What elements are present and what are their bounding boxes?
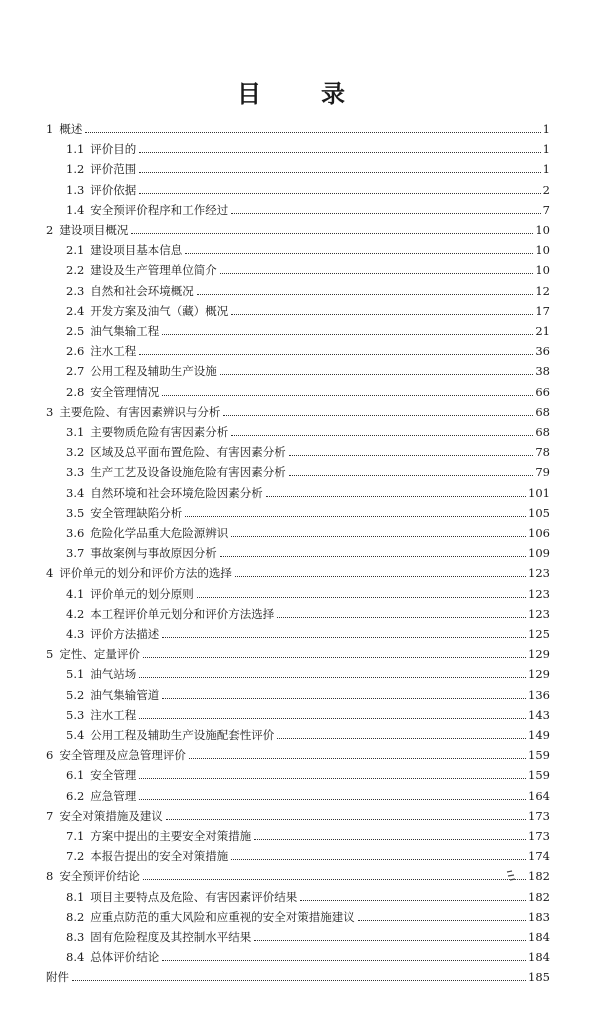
toc-leader-dots [197,294,534,295]
toc-entry-text: 注水工程 [90,707,137,722]
toc-section-row[interactable] [66,486,550,500]
toc-entry-number: 2.7 [66,364,85,379]
toc-page-number: 125 [528,627,550,641]
toc-entry-label [66,203,231,217]
toc-page-number: 182 [528,889,550,904]
toc-entry-label [66,162,139,176]
toc-leader-dots [277,617,526,618]
toc-chapter-row[interactable] [46,223,550,237]
toc-entry-label [46,647,143,661]
toc-entry-label [66,789,139,803]
toc-entry-number: 5.3 [66,707,85,722]
toc-entry-text: 附件 [46,970,69,985]
toc-entry-number: 6.2 [66,788,85,803]
toc-chapter-row[interactable] [46,809,550,823]
toc-entry-text: 注水工程 [90,344,137,359]
toc-entry-text: 本报告提出的安全对策措施 [90,849,229,864]
toc-page-number: 106 [528,526,550,540]
toc-entry-text: 开发方案及油气（藏）概况 [90,303,229,318]
toc-entry-text: 安全预评价结论 [59,869,140,884]
toc-entry-number: 5.4 [66,728,85,742]
toc-entry-label [66,627,162,641]
handwritten-mark-icon [505,868,519,882]
toc-entry-text: 危险化学品重大危险源辨识 [90,526,229,540]
toc-section-row[interactable] [66,587,550,601]
toc-page-number: 78 [535,445,550,460]
toc-entry-number: 1.2 [66,162,85,177]
toc-leader-dots [231,314,533,315]
toc-entry-label [66,425,231,439]
toc-entry-text: 评价单元的划分和评价方法的选择 [59,566,232,581]
toc-entry-text: 安全对策措施及建议 [59,808,163,823]
toc-entry-number: 3.3 [66,465,85,480]
toc-entry-label [66,930,254,944]
toc-leader-dots [220,556,526,557]
toc-leader-dots [289,475,534,476]
toc-entry-label [66,849,231,863]
toc-leader-dots [185,253,533,254]
toc-entry-text: 主要物质危险有害因素分析 [90,425,229,439]
toc-page-number: 174 [528,849,550,864]
toc-page-number: 10 [535,223,550,237]
toc-entry-number: 8 [46,869,54,884]
toc-leader-dots [143,879,526,880]
toc-section-row[interactable] [66,142,550,156]
toc-entry-text: 安全管理 [90,768,137,783]
toc-entry-label [66,385,162,399]
toc-leader-dots [220,273,534,274]
toc-section-row[interactable] [66,950,550,964]
toc-page-number: 173 [528,829,550,843]
toc-leader-dots [162,395,533,396]
toc-entry-number: 3.1 [66,425,85,439]
toc-entry-label [66,708,139,722]
toc-leader-dots [139,172,540,173]
toc-entry-number: 8.2 [66,909,85,924]
toc-entry-number: 1.1 [66,142,85,157]
toc-entry-label [66,910,358,924]
toc-page-number: 184 [528,930,550,944]
toc-entry-text: 生产工艺及设备设施危险有害因素分析 [90,465,286,480]
toc-section-row[interactable] [66,344,550,358]
toc-leader-dots [231,859,526,860]
toc-entry-label [66,546,220,560]
toc-page-number: 68 [535,425,550,439]
toc-page-number: 101 [528,485,550,500]
toc-section-row[interactable] [66,425,550,439]
toc-entry-label [46,869,143,883]
toc-entry-number: 2.2 [66,263,85,278]
toc-leader-dots [197,597,526,598]
page-title: 目 录 [237,79,363,108]
toc-entry-number: 8.1 [66,889,85,904]
toc-page-number: 105 [528,505,550,520]
toc-leader-dots [254,940,526,941]
toc-chapter-row[interactable] [46,748,550,762]
toc-leader-dots [220,374,534,375]
toc-leader-dots [235,576,526,577]
toc-leader-dots [189,758,526,759]
toc-entry-text: 自然和社会环境概况 [90,283,194,298]
toc-page-number: 1 [542,122,550,136]
toc-entry-label [66,829,254,843]
toc-entry-text: 安全管理情况 [90,384,160,399]
toc-entry-number: 3.2 [66,445,85,460]
toc-page-number: 129 [528,647,550,662]
toc-leader-dots [139,193,540,194]
toc-entry-label [66,890,300,904]
toc-leader-dots [139,677,526,678]
toc-section-row[interactable] [66,284,550,298]
toc-entry-number: 1.3 [66,182,85,197]
toc-page-number: 66 [535,384,550,399]
toc-entry-text: 应急管理 [90,788,137,803]
toc-leader-dots [358,920,526,921]
toc-entry-text: 固有危险程度及其控制水平结果 [90,930,252,944]
toc-section-row[interactable] [66,910,550,924]
toc-chapter-row[interactable] [46,566,550,580]
toc-entry-number: 1.4 [66,202,85,217]
toc-entry-text: 主要危险、有害因素辨识与分析 [59,404,221,419]
toc-section-row[interactable] [66,385,550,399]
toc-leader-dots [131,233,533,234]
toc-page-number: 1 [542,142,550,157]
toc-entry-text: 安全管理及应急管理评价 [59,748,186,763]
toc-entry-text: 公用工程及辅助生产设施配套性评价 [90,728,275,742]
toc-entry-number: 2.6 [66,344,85,359]
toc-entry-label [66,364,220,378]
toc-entry-number: 2.8 [66,384,85,399]
toc-leader-dots [162,698,526,699]
toc-entry-number: 6.1 [66,768,85,783]
toc-entry-label [66,526,231,540]
toc-entry-text: 建设项目基本信息 [90,243,183,258]
toc-entry-number: 3 [46,404,54,419]
toc-page-number: 136 [528,687,550,702]
toc-entry-text: 定性、定量评价 [59,647,140,662]
toc-leader-dots [223,415,533,416]
toc-entry-number: 5.1 [66,667,85,682]
toc-entry-label [66,607,277,621]
toc-entry-number: 7 [46,808,54,823]
toc-section-row[interactable] [66,465,550,479]
toc-page-number: 10 [535,263,550,278]
toc-entry-text: 建设项目概况 [59,223,129,237]
toc-page-number: 143 [528,707,550,722]
toc-entry-number: 3.7 [66,546,85,561]
toc-section-row[interactable] [66,789,550,803]
toc-entry-number: 8.4 [66,950,85,965]
toc-entry-label [46,809,166,823]
toc-entry-number: 1 [46,122,54,136]
toc-section-row[interactable] [66,930,550,944]
toc-section-row[interactable] [66,708,550,722]
toc-page-number: 109 [528,546,550,561]
toc-entry-text: 评价范围 [90,162,137,177]
toc-chapter-row[interactable] [46,647,550,661]
toc-page-number: 164 [528,788,550,803]
toc-entry-label [66,263,220,277]
toc-page-number: 123 [528,566,550,581]
toc-entry-number: 8.3 [66,930,85,944]
toc-page-number: 10 [535,243,550,258]
toc-section-row[interactable] [66,263,550,277]
toc-leader-dots [254,839,526,840]
toc-section-row[interactable] [66,627,550,641]
toc-section-row[interactable] [66,364,550,378]
toc-entry-number: 2.4 [66,303,85,318]
toc-leader-dots [277,738,526,739]
toc-entry-number: 3.4 [66,485,85,500]
toc-section-row[interactable] [66,203,550,217]
toc-page-number: 12 [535,283,550,298]
toc-entry-number: 2.3 [66,283,85,298]
toc-entry-label [66,768,139,782]
toc-leader-dots [85,132,540,133]
toc-entry-label [66,284,197,298]
toc-leader-dots [162,637,526,638]
toc-chapter-row[interactable] [46,122,550,136]
toc-leader-dots [300,900,526,901]
toc-entry-text: 油气集输管道 [90,687,160,702]
toc-entry-label [66,667,139,681]
toc-leader-dots [139,152,540,153]
toc-leader-dots [139,718,526,719]
toc-entry-text: 方案中提出的主要安全对策措施 [90,829,252,843]
toc-entry-text: 应重点防范的重大风险和应重视的安全对策措施建议 [90,909,355,924]
toc-entry-text: 事故案例与事故原因分析 [90,546,217,561]
toc-section-row[interactable] [66,304,550,318]
toc-entry-label [66,142,139,156]
toc-page-number: 1 [542,162,550,177]
toc-entry-text: 概述 [59,122,83,136]
toc-entry-number: 7.1 [66,829,85,843]
toc-entry-number: 4 [46,566,54,581]
toc-chapter-row[interactable] [46,869,550,883]
toc-entry-text: 自然环境和社会环境危险因素分析 [90,485,263,500]
toc-leader-dots [166,819,526,820]
toc-page-number: 159 [528,748,550,763]
toc-entry-label [46,122,85,136]
toc-section-row[interactable] [66,546,550,560]
toc-entry-text: 安全预评价程序和工作经过 [90,202,229,217]
toc-entry-text: 项目主要特点及危险、有害因素评价结果 [90,889,298,904]
toc-page-number: 79 [535,465,550,480]
toc-section-row[interactable] [66,243,550,257]
toc-leader-dots [231,435,533,436]
toc-entry-text: 油气站场 [90,667,137,682]
toc-leader-dots [162,334,533,335]
toc-entry-text: 建设及生产管理单位简介 [90,263,217,278]
toc-entry-text: 油气集输工程 [90,324,160,338]
toc-leader-dots [139,778,526,779]
toc-entry-label [66,587,197,601]
toc-entry-label [66,344,139,358]
toc-entry-label [66,465,289,479]
toc-section-row[interactable] [66,324,550,338]
toc-page-number: 184 [528,950,550,965]
toc-entry-label [66,324,162,338]
toc-leader-dots [231,213,540,214]
toc-entry-number: 2.1 [66,243,85,258]
toc-entry-number: 4.3 [66,627,85,641]
toc-leader-dots [289,455,534,456]
toc-page-number: 2 [542,182,550,197]
toc-entry-label [46,566,235,580]
toc-entry-text: 本工程评价单元划分和评价方法选择 [90,606,275,621]
toc-page-number: 129 [528,667,550,682]
toc-section-row[interactable] [66,849,550,863]
toc-entry-text: 区域及总平面布置危险、有害因素分析 [90,445,286,460]
toc-chapter-row[interactable] [46,405,550,419]
toc-leader-dots [266,496,526,497]
toc-entry-number: 5.2 [66,687,85,702]
toc-appendix-row[interactable] [46,970,550,984]
toc-entry-label [46,970,72,984]
toc-entry-label [66,243,185,257]
toc-section-row[interactable] [66,667,550,681]
toc-leader-dots [139,354,533,355]
toc-entry-number: 3.6 [66,526,85,540]
toc-entry-number: 7.2 [66,849,85,864]
toc-leader-dots [143,657,526,658]
toc-page-number: 123 [528,586,550,601]
toc-entry-text: 评价方法描述 [90,627,160,641]
toc-entry-text: 评价单元的划分原则 [90,586,194,601]
toc-entry-number: 5 [46,647,54,662]
toc-leader-dots [231,536,526,537]
toc-section-row[interactable] [66,183,550,197]
toc-section-row[interactable] [66,728,550,742]
toc-entry-label [46,748,189,762]
toc-entry-text: 安全管理缺陷分析 [90,505,183,520]
toc-entry-label [46,405,223,419]
toc-entry-label [66,506,185,520]
toc-page-number: 21 [535,324,550,338]
toc-entry-number: 2 [46,223,54,237]
toc-page-number: 149 [528,728,550,742]
toc-page-number: 173 [528,808,550,823]
toc-leader-dots [162,960,526,961]
toc-section-row[interactable] [66,829,550,843]
toc-section-row[interactable] [66,607,550,621]
toc-entry-label [46,223,131,237]
toc-entry-text: 评价目的 [90,142,137,157]
toc-entry-text: 总体评价结论 [90,950,160,965]
toc-entry-number: 4.1 [66,586,85,601]
toc-page-number: 159 [528,768,550,783]
toc-page-number: 68 [535,404,550,419]
toc-page-number: 123 [528,606,550,621]
toc-section-row[interactable] [66,768,550,782]
toc-section-row[interactable] [66,162,550,176]
toc-page-number: 17 [535,303,550,318]
toc-entry-number: 4.2 [66,606,85,621]
toc-page-number: 182 [528,869,550,884]
toc-leader-dots [185,516,526,517]
toc-page-number: 38 [535,364,550,379]
toc-entry-text: 评价依据 [90,182,137,197]
toc-entry-label [66,728,277,742]
toc-page-number: 185 [528,970,550,985]
toc-section-row[interactable] [66,526,550,540]
toc-section-row[interactable] [66,445,550,459]
toc-entry-label [66,445,289,459]
toc-entry-label [66,688,162,702]
toc-entry-number: 6 [46,748,54,763]
toc-entry-label [66,486,266,500]
toc-page-number: 36 [535,344,550,359]
toc-page-number: 7 [542,202,550,217]
toc-entry-label [66,183,139,197]
toc-leader-dots [139,799,526,800]
toc-section-row[interactable] [66,506,550,520]
toc-entry-label [66,950,162,964]
toc-section-row[interactable] [66,890,550,904]
toc-entry-number: 3.5 [66,505,85,520]
toc-entry-text: 公用工程及辅助生产设施 [90,364,217,379]
toc-page-number: 183 [528,909,550,924]
toc-entry-label [66,304,231,318]
toc-section-row[interactable] [66,688,550,702]
toc-entry-number: 2.5 [66,324,85,338]
toc-leader-dots [72,980,526,981]
